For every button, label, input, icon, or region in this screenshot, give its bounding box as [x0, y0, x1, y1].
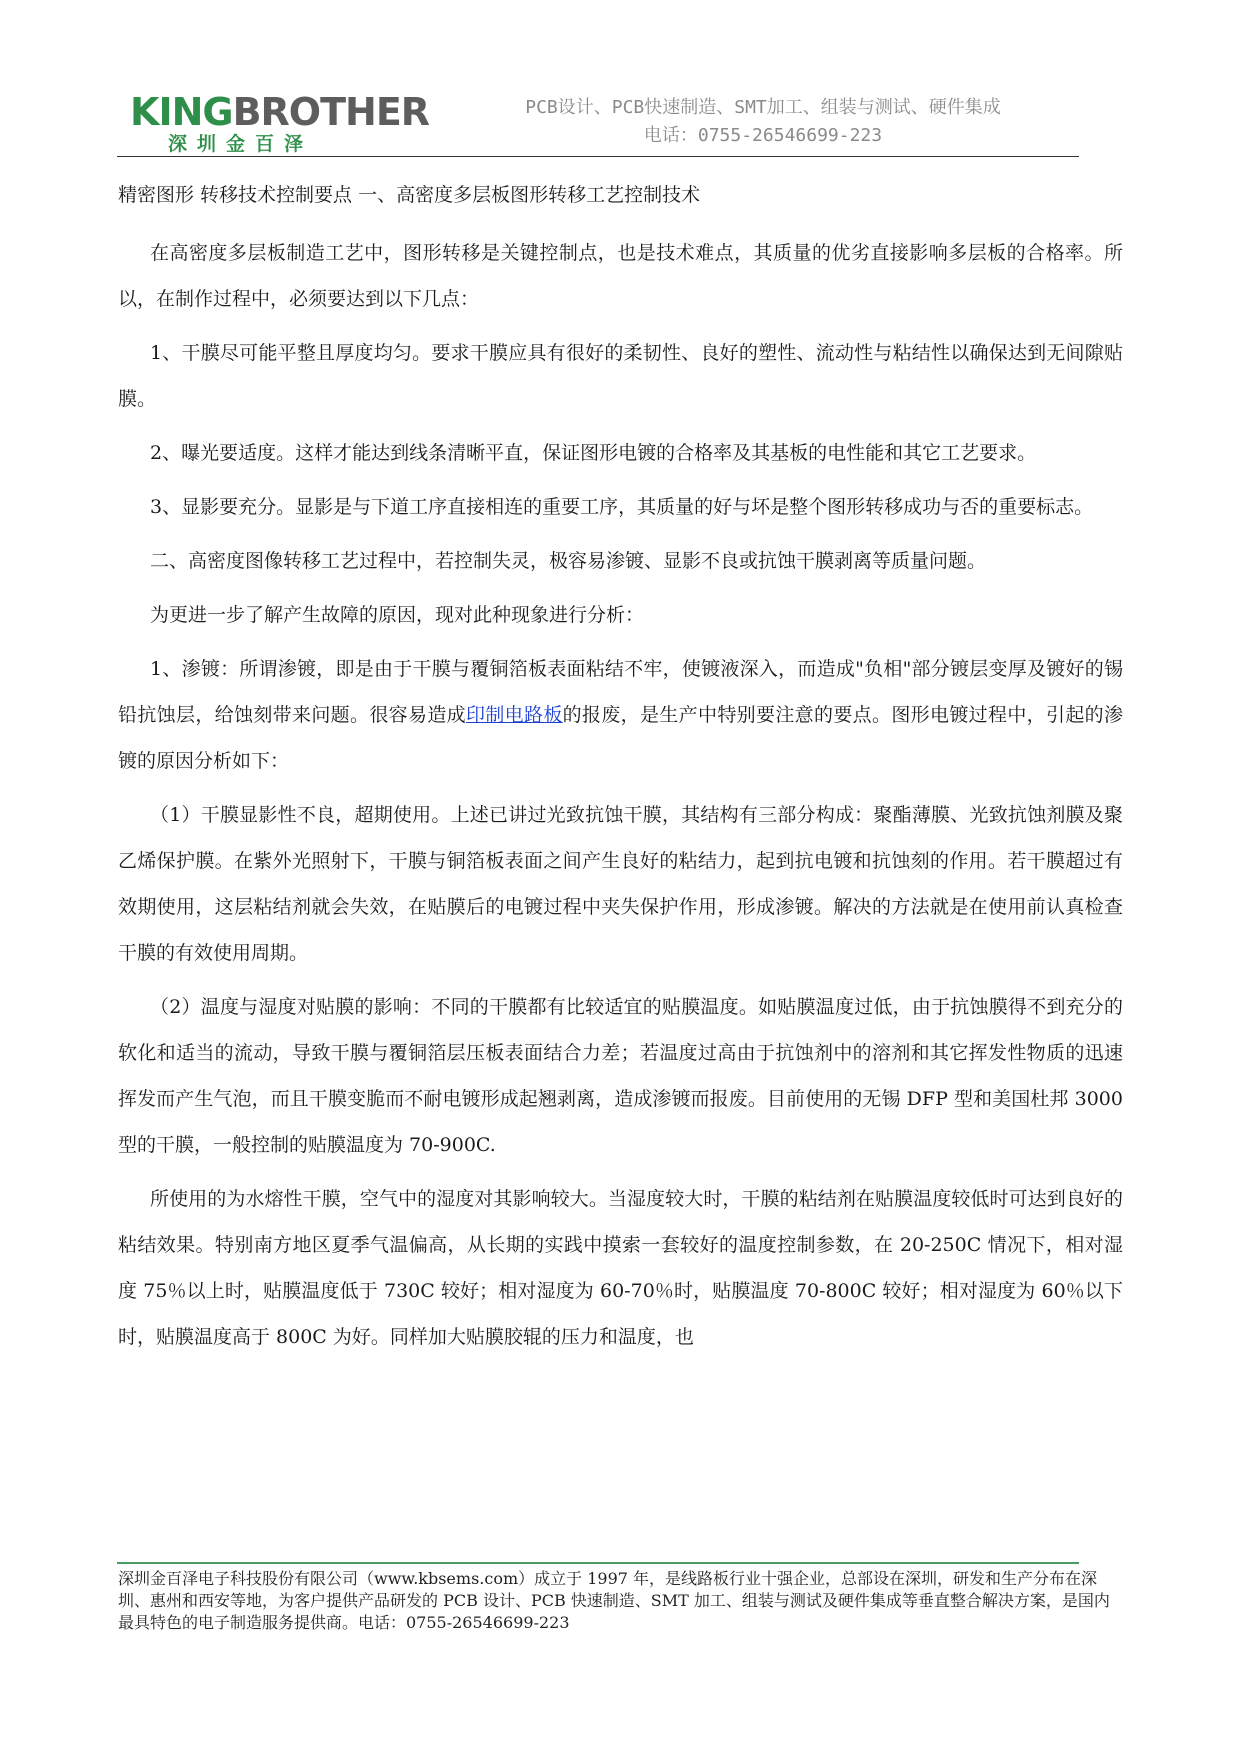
- logo-king-text: KING: [130, 90, 233, 134]
- page-footer: 深圳金百泽电子科技股份有限公司（www.kbsems.com）成立于 1997 年，是线路板行业十强企业，总部设在深圳，研发和生产分布在深圳、惠州和西安等地，为客户提供产品研发的 PCB 设计、PCB 快速制造、SMT 加工、组装与测试及硬件集成等垂直整合解决方案，是国内最具特色的电子制造服务提供商。电话：0755-26546699-223: [118, 1569, 1110, 1632]
- paragraph: 在高密度多层板制造工艺中，图形转移是关键控制点，也是技术难点，其质量的优劣直接影响多层板的合格率。所以，在制作过程中，必须要达到以下几点：: [118, 242, 1123, 310]
- paragraph: 2、曝光要适度。这样才能达到线条清晰平直，保证图形电镀的合格率及其基板的电性能和其它工艺要求。: [150, 442, 1037, 464]
- paragraph: （1）干膜显影性不良，超期使用。上述已讲过光致抗蚀干膜，其结构有三部分构成：聚酯薄膜、光致抗蚀剂膜及聚乙烯保护膜。在紫外光照射下，干膜与铜箔板表面之间产生良好的粘结力，起到抗电镀和抗蚀刻的作用。若干膜超过有效期使用，这层粘结剂就会失效，在贴膜后的电镀过程中夹失保护作用，形成渗镀。解决的方法就是在使用前认真检查干膜的有效使用周期。: [118, 804, 1123, 964]
- logo-brother-text: BROTHER: [232, 90, 430, 134]
- paragraph-text: 1、渗镀：所谓渗镀，即是由于干膜与覆铜箔板表面粘结不牢，使镀液深入，而造成"负相"部分镀层变厚及镀好的锡铅抗蚀层，给蚀刻带来问题。很容易造成: [118, 658, 1123, 726]
- header-tagline: [463, 94, 1063, 150]
- page-header: [118, 88, 1078, 158]
- logo-chinese-name: 深圳金百泽: [168, 133, 314, 155]
- paragraph: [118, 646, 1123, 784]
- paragraph: 1、干膜尽可能平整且厚度均匀。要求干膜应具有很好的柔韧性、良好的塑性、流动性与粘结性以确保达到无间隙贴膜。: [118, 342, 1123, 410]
- company-logo: [130, 92, 430, 156]
- paragraph: 所使用的为水熔性干膜，空气中的湿度对其影响较大。当湿度较大时，干膜的粘结剂在贴膜温度较低时可达到良好的粘结效果。特别南方地区夏季气温偏高，从长期的实践中摸索一套较好的温度控制参数，在 20-250C 情况下，相对湿度 75％以上时，贴膜温度低于 730C 较好；相对湿度为 60-70％时，贴膜温度 70-800C 较好；相对湿度为 60％以下时，贴膜温度高于 800C 为好。同样加大贴膜胶辊的压力和温度，也: [118, 1188, 1123, 1348]
- footer-divider: [117, 1562, 1079, 1564]
- phone-line: 电话：0755-26546699-223: [643, 125, 883, 146]
- paragraph: 3、显影要充分。显影是与下道工序直接相连的重要工序，其质量的好与坏是整个图形转移成功与否的重要标志。: [150, 496, 1094, 518]
- pcb-link[interactable]: 印制电路板: [466, 704, 563, 726]
- paragraph: 二、高密度图像转移工艺过程中，若控制失灵，极容易渗镀、显影不良或抗蚀干膜剥离等质量问题。: [150, 550, 987, 572]
- document-body: [118, 172, 1123, 1368]
- paragraph: 为更进一步了解产生故障的原因，现对此种现象进行分析：: [150, 604, 645, 626]
- paragraph: （2）温度与湿度对贴膜的影响：不同的干膜都有比较适宜的贴膜温度。如贴膜温度过低，由于抗蚀膜得不到充分的软化和适当的流动，导致干膜与覆铜箔层压板表面结合力差；若温度过高由于抗蚀剂中的溶剂和其它挥发性物质的迅速挥发而产生气泡，而且干膜变脆而不耐电镀形成起翘剥离，造成渗镀而报废。目前使用的无锡 DFP 型和美国杜邦 3000 型的干膜，一般控制的贴膜温度为 70-900C.: [118, 996, 1123, 1156]
- document-title: 精密图形 转移技术控制要点 一、高密度多层板图形转移工艺控制技术: [118, 184, 701, 206]
- header-divider: [117, 156, 1079, 157]
- services-line: PCB设计、PCB快速制造、SMT加工、组装与测试、硬件集成: [525, 97, 1001, 118]
- logo-wordmark: [130, 92, 430, 132]
- paragraph-text: 的报废，是生产中特别要注意的要点。图形电镀过程中，引起的渗镀的原因分析如下：: [118, 704, 1123, 772]
